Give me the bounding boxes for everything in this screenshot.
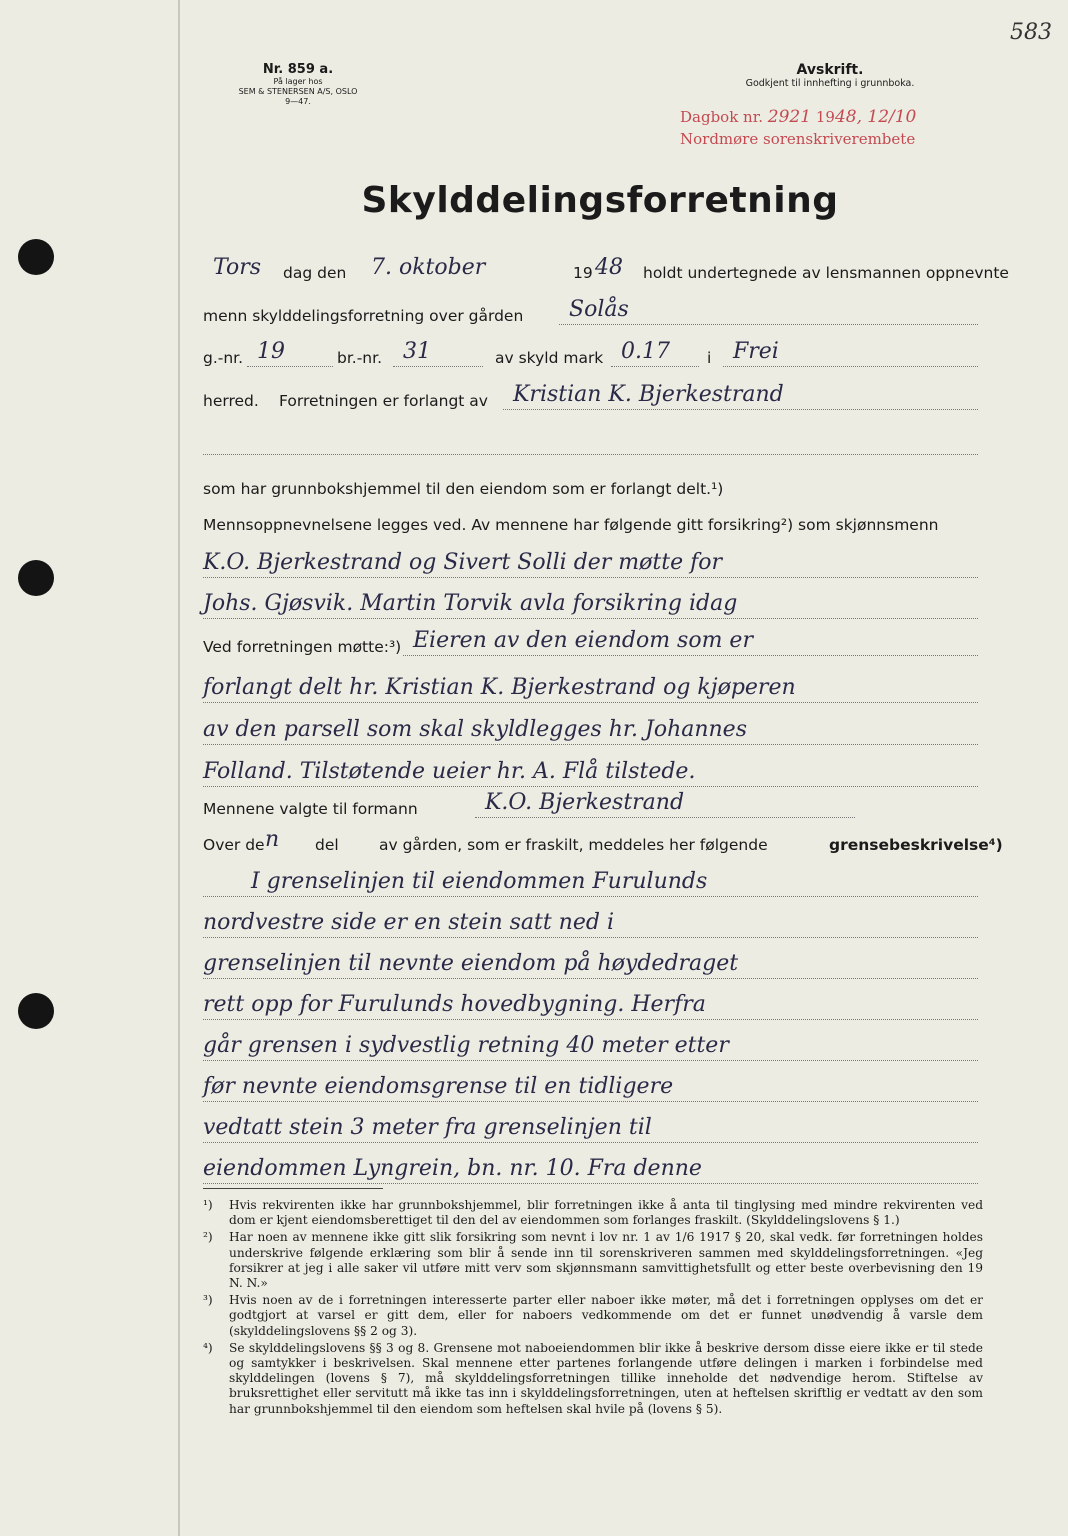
skyld-label: av skyld mark (495, 349, 604, 367)
footnote-number: ⁴) (203, 1340, 213, 1355)
dagbok-label: Dagbok nr. (680, 108, 764, 126)
bnr-field (393, 336, 483, 367)
requested-label: Forretningen er forlangt av (279, 392, 488, 410)
i-label: i (707, 349, 712, 367)
day-value: Tors (213, 255, 262, 280)
date-value: 7. oktober (371, 255, 486, 280)
footnote-text: Se skylddelingslovens §§ 3 og 8. Grensene mot naboeiendommen blir ikke å beskrive dersom disse eiere ikke er til stede og samtykker i beskrivelsen. Skal mennene etter partenes forlangende utføre delingen i marken i forbindelse med skylddelingen (lovens § 7), må skylddelingsforretningen tillike inneholde det nødvendige herom. Stiftelse av bruksrettighet eller servitutt må ikke tas inn i skylddelingsforretningen, uten at heftelsen skriftlig er vedtatt av den som har grunnbokshjemmel til den eiendom som heftelsen skal hvile på (lovens § 5). (229, 1340, 983, 1416)
day-field (203, 252, 283, 282)
punch-hole-icon (18, 239, 54, 275)
printer-info (238, 62, 358, 107)
footnote (203, 1341, 983, 1417)
footnote (203, 1198, 983, 1228)
form-row-gnr (203, 337, 978, 371)
grense-line-7 (203, 1108, 978, 1143)
del-label: del (315, 836, 339, 854)
requested-field (503, 379, 978, 410)
footnote-number: ²) (203, 1230, 213, 1245)
printer-line: På lager hos (273, 77, 323, 86)
grense-line-1 (203, 862, 978, 897)
motte-line-3 (203, 752, 978, 787)
over-label: Over de (203, 836, 265, 854)
grense-text: rett opp for Furulunds hovedbygning. Herfra (203, 992, 706, 1017)
footnote-separator (203, 1188, 383, 1189)
grense-text: I grenselinjen til eiendommen Furulunds (251, 869, 708, 894)
date-field (361, 252, 581, 282)
form-row-hjemmel (203, 468, 978, 502)
gnr-label: g.-nr. (203, 349, 244, 367)
gnr-value: 19 (257, 339, 285, 364)
herred-label: herred. (203, 392, 259, 410)
page-title: Skylddelingsforretning (361, 180, 839, 221)
gnr-field (247, 336, 333, 367)
form-number: Nr. 859 a. (262, 62, 334, 77)
grense-line-5 (203, 1026, 978, 1061)
formann-label: Mennene valgte til formann (203, 800, 418, 818)
skyld-field (611, 336, 699, 367)
avskrift-subtitle: Godkjent til innhefting i grunnboka. (745, 78, 915, 89)
form-row-formann (203, 788, 978, 822)
footnote-text: Hvis noen av de i forretningen interesserte parter eller naboer ikke møter, må det i forretningen opplyses om det er godtgjort at varsel er gitt dem, eller for naboers vedkommende om det er funnet unødvendig å varsle dem (skylddelingslovens §§ 2 og 3). (229, 1293, 983, 1338)
skyld-value: 0.17 (621, 339, 670, 364)
grense-text: vedtatt stein 3 meter fra grenselinjen til (203, 1115, 652, 1140)
form-row-oppnevnelse (203, 504, 978, 538)
dagbok-number: 2921 (767, 107, 812, 127)
over-rest: av gården, som er fraskilt, meddeles her følgende (379, 836, 768, 854)
day-label: dag den (283, 264, 347, 282)
forsikring-text: K.O. Bjerkestrand og Sivert Solli der møtte for (203, 550, 723, 575)
grense-line-3 (203, 944, 978, 979)
motte-line-1 (203, 668, 978, 703)
grense-text: før nevnte eiendomsgrense til en tidligere (203, 1074, 674, 1099)
form-row-over (203, 824, 1003, 858)
binding-margin-line (178, 0, 180, 1536)
grense-line-8 (203, 1149, 978, 1184)
motte-text: av den parsell som skal skyldlegges hr. Johannes (203, 717, 747, 742)
printer-name: SEM & STENERSEN A/S, OSLO (238, 87, 358, 96)
grense-text: går grensen i sydvestlig retning 40 meter etter (203, 1033, 729, 1058)
footnote (203, 1230, 983, 1291)
grense-text: grenselinjen til nevnte eiendom på høydedraget (203, 951, 739, 976)
dagbok-year: 48, 12/10 (834, 107, 917, 127)
punch-hole-icon (18, 993, 54, 1029)
grense-line-2 (203, 903, 978, 938)
blank-line (203, 420, 978, 455)
formann-field (475, 787, 855, 818)
footnote (203, 1293, 983, 1339)
dagbok-stamp (680, 106, 980, 150)
avskrift-title: Avskrift. (796, 62, 864, 78)
stamp-office: Nordmøre sorenskriverembete (680, 130, 916, 148)
footnote-text: Hvis rekvirenten ikke har grunnbokshjemmel, blir forretningen ikke å anta til tinglysing med mindre rekvirenten ved dom er kjent eiendomsberettiget til den del av eiendommen som forlanges fraskilt. (Skylddelingslovens § 1.) (229, 1198, 983, 1228)
over-value: n (265, 827, 280, 852)
bnr-value: 31 (403, 339, 431, 364)
form-row-motte (203, 626, 978, 660)
hjemmel-label: som har grunnbokshjemmel til den eiendom som er forlangt delt.¹) (203, 480, 724, 498)
footnote-text: Har noen av mennene ikke gitt slik forsikring som nevnt i lov nr. 1 av 1/6 1917 § 20, skal vedk. før forretningen holdes underskrive følgende erklæring som blir å sende inn til sorenskriveren sammen med skylddelingsforretningen. «Jeg forsikrer at jeg i alle saker vil utføre mitt verv som skjønnsmann samvittighetsfullt og etter beste overbevisning den 19 N. N.» (229, 1230, 983, 1291)
forsikring-text: Johs. Gjøsvik. Martin Torvik avla forsikring idag (203, 591, 738, 616)
bnr-label: br.-nr. (337, 349, 383, 367)
farm-label: menn skylddelingsforretning over gården (203, 307, 524, 325)
formann-value: K.O. Bjerkestrand (485, 790, 685, 815)
year-prefix: 19 (573, 264, 593, 282)
punch-hole-icon (18, 560, 54, 596)
dagbok-year-prefix: 19 (815, 108, 835, 126)
grense-text: nordvestre side er en stein satt ned i (203, 910, 614, 935)
year-field (595, 252, 641, 282)
footnote-number: ³) (203, 1293, 213, 1308)
printer-date: 9—47. (285, 97, 311, 106)
year-value: 48 (595, 255, 623, 280)
line1-rest: holdt undertegnede av lensmannen oppnevnte (643, 264, 1009, 282)
page-number: 583 (1010, 20, 1052, 45)
oppnevnelse-label: Mennsoppnevnelsene legges ved. Av mennene har følgende gitt forsikring²) som skjønnsmenn (203, 516, 939, 534)
herred-value: Frei (733, 339, 779, 364)
footnotes (203, 1198, 983, 1419)
form-row-date (203, 252, 1009, 286)
grense-text: eiendommen Lyngrein, bn. nr. 10. Fra denne (203, 1156, 702, 1181)
requested-value: Kristian K. Bjerkestrand (513, 382, 784, 407)
motte-field (403, 625, 978, 656)
grense-label: grensebeskrivelse⁴) (829, 836, 1003, 854)
farm-field (559, 294, 978, 325)
herred-field (723, 336, 978, 367)
avskrift-block (680, 62, 980, 89)
motte-line-2 (203, 710, 978, 745)
motte-text: forlangt delt hr. Kristian K. Bjerkestrand og kjøperen (203, 675, 796, 700)
forsikring-line-1 (203, 543, 978, 578)
form-row-requested (203, 380, 978, 414)
footnote-number: ¹) (203, 1198, 213, 1212)
grense-line-4 (203, 985, 978, 1020)
over-field (265, 824, 305, 854)
motte-label: Ved forretningen møtte:³) (203, 638, 402, 656)
forsikring-line-2 (203, 584, 978, 619)
farm-value: Solås (569, 297, 629, 322)
motte-value: Eieren av den eiendom som er (413, 628, 753, 653)
grense-line-6 (203, 1067, 978, 1102)
form-row-farm (203, 295, 978, 329)
motte-text: Folland. Tilstøtende ueier hr. A. Flå tilstede. (203, 759, 696, 784)
